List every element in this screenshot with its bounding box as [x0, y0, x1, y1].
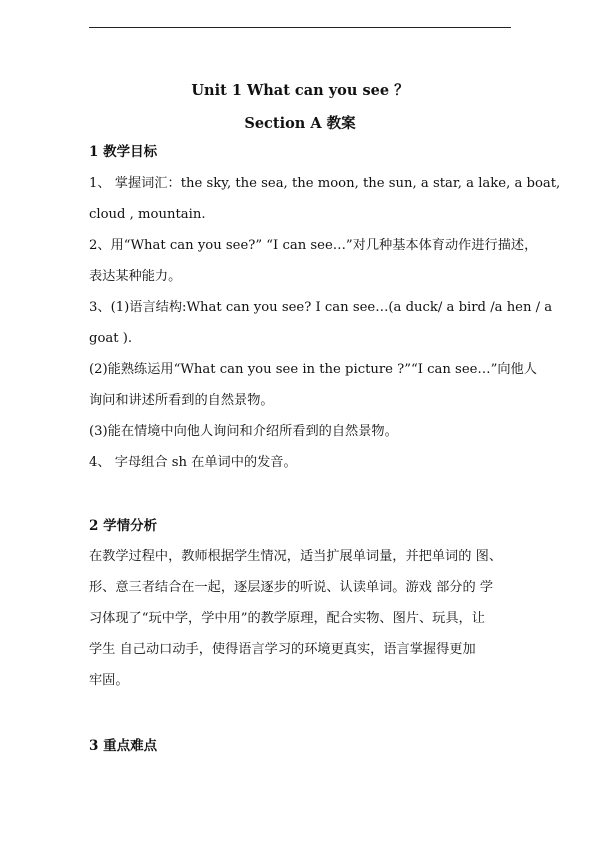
objectives-line-7: (2)能熟练运用“What can you see in the picture ?”“I can see…”向他人 [89, 362, 537, 377]
objectives-line-8: 询问和讲述所看到的自然景物。 [89, 393, 274, 408]
objectives-line-9: (3)能在情境中向他人询问和介绍所看到的自然景物。 [89, 424, 398, 439]
objectives-line-10: 4、 字母组合 sh 在单词中的发音。 [89, 455, 297, 470]
objectives-line-1: 1、 掌握词汇：the sky, the sea, the moon, the sun, a star, a lake, a boat, [89, 176, 561, 191]
header-rule [89, 27, 511, 28]
analysis-line-1: 在教学过程中，教师根据学生情况，适当扩展单词量，并把单词的 图、 [89, 549, 503, 564]
section-heading-objectives: 1 教学目标 [89, 144, 158, 160]
objectives-line-6: goat ). [89, 331, 133, 346]
objectives-line-5: 3、(1)语言结构:What can you see? I can see…(a duck/ a bird /a hen / a [89, 300, 553, 315]
objectives-line-3: 2、用“What can you see?” “I can see…”对几种基本体育动作进行描述， [89, 238, 538, 253]
objectives-line-4: 表达某种能力。 [89, 269, 182, 284]
analysis-line-4: 学生 自己动口动手，使得语言学习的环境更真实，语言掌握得更加 [89, 642, 476, 657]
page-title: Unit 1 What can you see ？ [191, 82, 409, 99]
analysis-line-3: 习体现了“玩中学，学中用”的教学原理，配合实物、图片、玩具，让 [89, 611, 485, 626]
analysis-line-5: 牢固。 [89, 673, 129, 688]
section-heading-analysis: 2 学情分析 [89, 518, 158, 534]
objectives-line-2: cloud , mountain. [89, 207, 206, 222]
analysis-line-2: 形、意三者结合在一起，逐层逐步的听说、认读单词。游戏 部分的 学 [89, 580, 494, 595]
page-subtitle: Section A 教案 [244, 115, 356, 132]
section-heading-key-points: 3 重点难点 [89, 738, 158, 754]
